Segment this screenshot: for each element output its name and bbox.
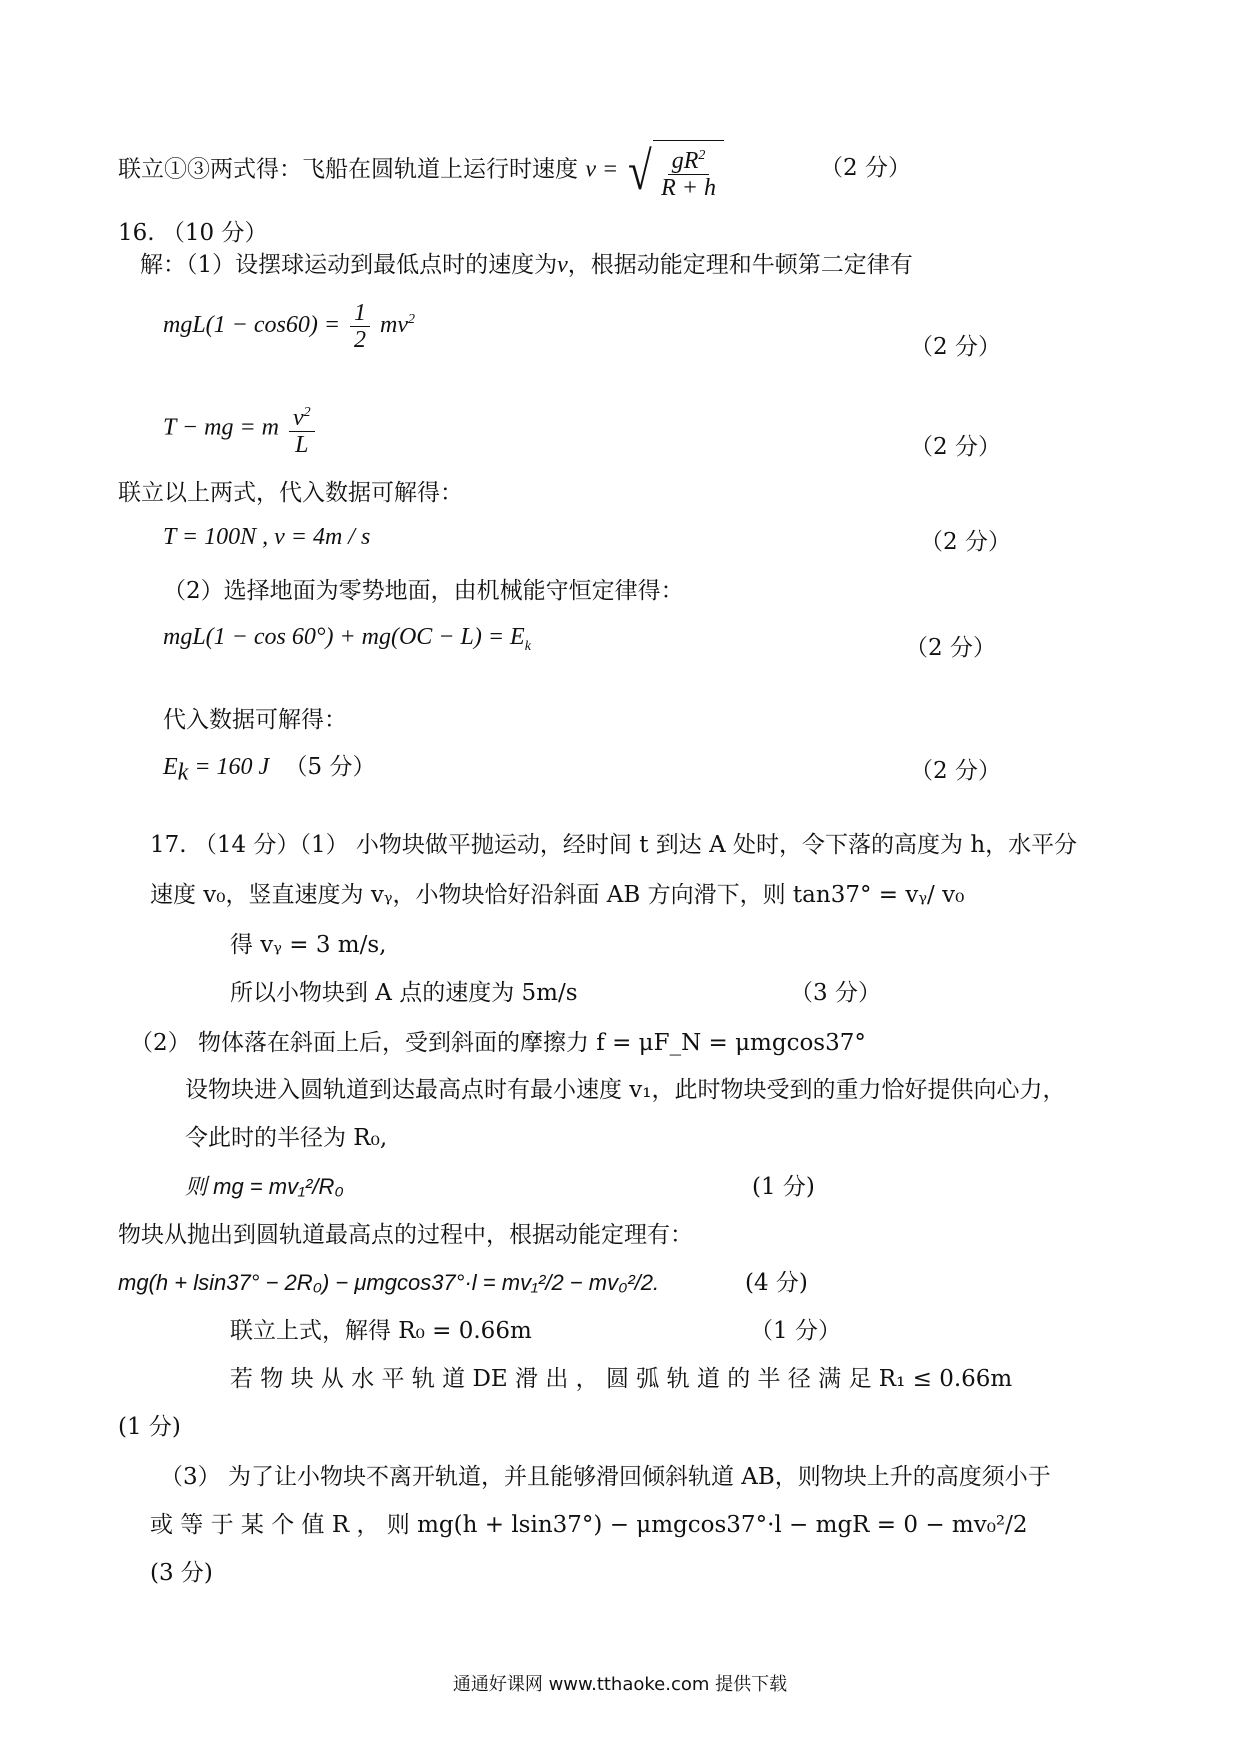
q16-result-2-inline-score: （5 分） <box>284 754 376 780</box>
q16-result-1: T = 100N , v = 4m / s <box>163 524 371 550</box>
orbit-velocity-score: （2 分） <box>820 155 911 181</box>
q16-intro-symbol: v <box>557 252 568 278</box>
q16-energy-conservation-score: （2 分） <box>905 635 996 661</box>
q16-result-2: $E_k = 160$ J （5 分） <box>163 754 376 786</box>
q17-line-8: 则 mg = mv₁²/R₀ <box>185 1174 344 1199</box>
q16-energy-conservation: $mgL(1 - \cos 60^\circ) + mg(OC - L) = E_k$ <box>163 624 531 654</box>
q16-tension-equation: T − mg = m $\frac{v^2}{L}$ <box>163 400 319 458</box>
q17-line-2: 速度 v₀，竖直速度为 vᵧ，小物块恰好沿斜面 AB 方向滑下，则 tan37° = vᵧ/ v₀ <box>150 882 965 908</box>
q17-line-5: （2） 物体落在斜面上后，受到斜面的摩擦力 f = μF_N = μmgcos37° <box>130 1030 866 1056</box>
q16-intro: 解：（1）设摆球运动到最低点时的速度为v，根据动能定理和牛顿第二定律有 <box>140 252 913 278</box>
orbit-velocity-sqrt <box>625 140 724 201</box>
sqrt-fraction-denominator: R + h <box>661 175 716 201</box>
l-denominator: L <box>295 432 309 458</box>
radical-sign: √ <box>628 140 653 201</box>
q16-combine: 联立以上两式，代入数据可解得： <box>118 480 463 506</box>
sqrt-fraction <box>657 143 720 201</box>
q16-result-1-score: （2 分） <box>920 529 1011 555</box>
q16-result-2-score: （2 分） <box>910 758 1001 784</box>
q16-header: 16. （10 分） <box>118 220 268 246</box>
q17-line-9: 物块从抛出到圆轨道最高点的过程中，根据动能定理有： <box>118 1222 693 1248</box>
q17-line-8-score: (1 分) <box>752 1174 815 1200</box>
q17-line-16: (3 分) <box>150 1560 213 1586</box>
q17-line-1: 17. （14 分）（1） 小物块做平抛运动，经时间 t 到达 A 处时，令下落的高度为 h，水平分 <box>150 832 1078 858</box>
q17-line-6: 设物块进入圆轨道到达最高点时有最小速度 v₁，此时物块受到的重力恰好提供向心力， <box>185 1077 1066 1103</box>
sqrt-fraction-numerator: $gR^2$ <box>668 143 710 175</box>
q17-line-14: （3） 为了让小物块不离开轨道，并且能够滑回倾斜轨道 AB，则物块上升的高度须小于 <box>160 1464 1051 1490</box>
q17-line-3: 得 vᵧ = 3 m/s, <box>230 932 387 958</box>
one-half-denominator: 2 <box>354 327 367 353</box>
q17-line-15: 或 等 于 某 个 值 R ， 则 mg(h + lsin37°) − μmgcos37°·l − mgR = 0 − mv₀²/2 <box>150 1512 1028 1538</box>
q17-line-12: 若 物 块 从 水 平 轨 道 DE 滑 出 ， 圆 弧 轨 道 的 半 径 满 足 R₁ ≤ 0.66m <box>230 1366 1013 1392</box>
orbit-velocity-lhs: v = <box>585 156 619 183</box>
q16-part2: （2）选择地面为零势地面，由机械能守恒定律得： <box>163 578 684 604</box>
one-half-fraction <box>350 300 370 353</box>
sqrt-radicand <box>653 140 724 201</box>
q17-line-10: mg(h + lsin37° − 2R₀) − μmgcos37°·l = mv₁²/2 − mv₀²/2. <box>118 1270 660 1295</box>
q17-line-11: 联立上式，解得 R₀ = 0.66m <box>230 1318 532 1344</box>
orbit-velocity-text: 联立①③两式得：飞船在圆轨道上运行时速度 <box>118 156 578 183</box>
v-squared-over-l <box>289 400 315 458</box>
page-footer: 通通好课网 www.tthaoke.com 提供下载 <box>452 1674 788 1695</box>
q17-line-10-score: (4 分) <box>745 1270 808 1296</box>
q17-line-7: 令此时的半径为 R₀, <box>185 1125 388 1151</box>
q17-line-4: 所以小物块到 A 点的速度为 5m/s <box>230 980 578 1006</box>
q16-energy-score: （2 分） <box>910 334 1001 360</box>
q17-line-11-score: （1 分） <box>750 1318 841 1344</box>
q17-line-4-score: （3 分） <box>790 980 881 1006</box>
q16-tension-score: （2 分） <box>910 434 1001 460</box>
one-half-numerator: 1 <box>350 300 370 327</box>
orbit-velocity-line <box>118 140 724 201</box>
v-squared-numerator: $v^2$ <box>289 400 315 432</box>
q16-substitute: 代入数据可解得： <box>163 707 347 733</box>
q17-line-13: (1 分) <box>118 1414 181 1440</box>
q16-energy-equation: mgL(1 − cos60) = $\frac{1}{2}$ $mv^2$ <box>163 300 416 353</box>
